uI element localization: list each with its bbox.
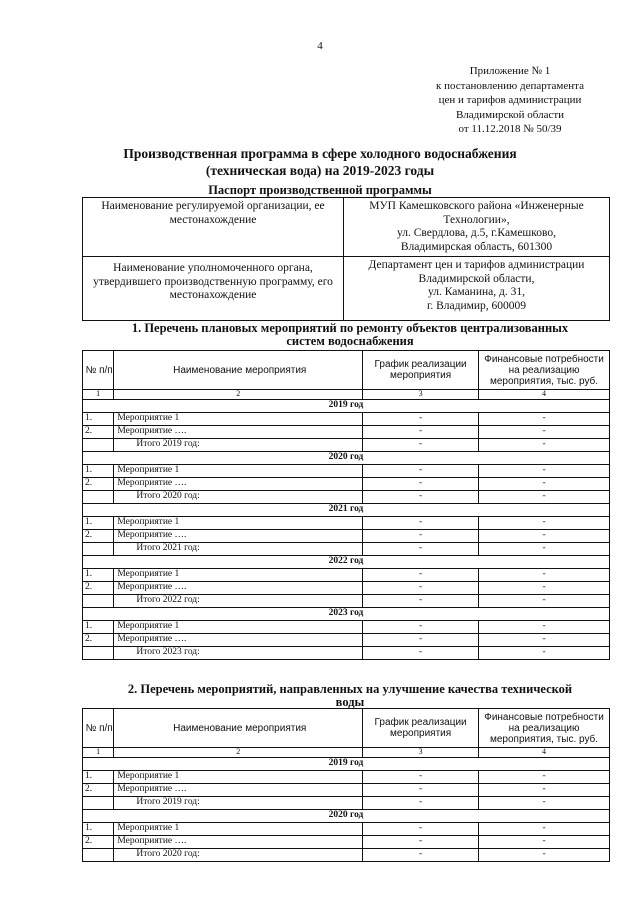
total-label: Итого 2020 год: — [114, 849, 363, 862]
passport-value — [344, 257, 610, 321]
schedule-value: - — [363, 836, 479, 849]
section-title-line: систем водоснабжения — [286, 334, 414, 348]
finance-value: - — [479, 439, 610, 452]
col-finance-header: Финансовые потребности на реализацию мероприятия, тыс. руб. — [479, 709, 610, 748]
schedule-value: - — [363, 413, 479, 426]
schedule-value: - — [363, 491, 479, 504]
col-name-header: Наименование мероприятия — [114, 709, 363, 748]
year-label: 2020 год — [83, 810, 610, 823]
column-number: 4 — [479, 748, 610, 758]
col-number-header: № п/п — [83, 709, 114, 748]
total-label: Итого 2019 год: — [114, 439, 363, 452]
table-row — [83, 823, 610, 836]
passport-row — [83, 198, 610, 257]
year-label: 2023 год — [83, 608, 610, 621]
total-row — [83, 543, 610, 556]
finance-value: - — [479, 491, 610, 504]
schedule-value: - — [363, 517, 479, 530]
table-row — [83, 771, 610, 784]
schedule-value: - — [363, 823, 479, 836]
page-number: 4 — [317, 40, 323, 52]
passport-value — [344, 198, 610, 257]
table-row — [83, 478, 610, 491]
appendix-line: цен и тарифов администрации — [438, 94, 582, 107]
finance-value: - — [479, 823, 610, 836]
event-name: Мероприятие …. — [114, 836, 363, 849]
schedule-value: - — [363, 543, 479, 556]
passport-value-line: Технологии», — [443, 213, 510, 226]
document-title — [40, 145, 600, 179]
title-line: (техническая вода) на 2019-2023 годы — [205, 163, 435, 178]
year-row — [83, 452, 610, 465]
row-number — [83, 849, 114, 862]
finance-value: - — [479, 836, 610, 849]
event-name: Мероприятие 1 — [114, 465, 363, 478]
column-number: 3 — [363, 748, 479, 758]
row-number: 1. — [83, 413, 114, 426]
year-row — [83, 504, 610, 517]
finance-value: - — [479, 634, 610, 647]
total-row — [83, 647, 610, 660]
event-name: Мероприятие 1 — [114, 517, 363, 530]
event-name: Мероприятие …. — [114, 478, 363, 491]
section1-title — [90, 322, 610, 348]
row-number — [83, 543, 114, 556]
row-number: 2. — [83, 530, 114, 543]
passport-row — [83, 257, 610, 321]
event-name: Мероприятие …. — [114, 634, 363, 647]
schedule-value: - — [363, 784, 479, 797]
total-label: Итого 2023 год: — [114, 647, 363, 660]
table-row — [83, 621, 610, 634]
year-row — [83, 758, 610, 771]
table-row — [83, 784, 610, 797]
schedule-value: - — [363, 426, 479, 439]
appendix-line: к постановлению департамента — [436, 79, 584, 92]
col-number-header: № п/п — [83, 351, 114, 390]
row-number: 2. — [83, 784, 114, 797]
finance-value: - — [479, 517, 610, 530]
finance-value: - — [479, 582, 610, 595]
row-number — [83, 491, 114, 504]
col-name-header: Наименование мероприятия — [114, 351, 363, 390]
table-header-row — [83, 709, 610, 748]
table-row — [83, 465, 610, 478]
year-label: 2019 год — [83, 400, 610, 413]
row-number — [83, 595, 114, 608]
passport-label: Наименование регулируемой организации, ее местонахождение — [83, 198, 344, 257]
passport-value-line: Департамент цен и тарифов администрации — [368, 259, 585, 271]
finance-value: - — [479, 849, 610, 862]
finance-value: - — [479, 647, 610, 660]
total-label: Итого 2020 год: — [114, 491, 363, 504]
row-number: 1. — [83, 569, 114, 582]
table-row — [83, 634, 610, 647]
finance-value: - — [479, 426, 610, 439]
finance-value: - — [479, 413, 610, 426]
section2-table — [82, 708, 610, 862]
table-row — [83, 517, 610, 530]
section-title-line: 1. Перечень плановых мероприятий по ремонту объектов централизованных — [131, 321, 569, 335]
year-row — [83, 556, 610, 569]
passport-value-line: МУП Камешковского района «Инженерные — [369, 200, 584, 212]
year-label: 2021 год — [83, 504, 610, 517]
table-row — [83, 582, 610, 595]
passport-table — [82, 197, 610, 321]
event-name: Мероприятие 1 — [114, 771, 363, 784]
passport-value-line: Владимирской области, — [418, 272, 535, 285]
table-row — [83, 426, 610, 439]
total-row — [83, 439, 610, 452]
year-label: 2019 год — [83, 758, 610, 771]
year-row — [83, 608, 610, 621]
row-number — [83, 647, 114, 660]
schedule-value: - — [363, 771, 479, 784]
col-schedule-header: График реализации мероприятия — [363, 709, 479, 748]
row-number — [83, 797, 114, 810]
schedule-value: - — [363, 849, 479, 862]
row-number: 1. — [83, 621, 114, 634]
section-title-line: 2. Перечень мероприятий, направленных на улучшение качества технической — [127, 682, 573, 696]
year-label: 2020 год — [83, 452, 610, 465]
total-row — [83, 797, 610, 810]
year-label: 2022 год — [83, 556, 610, 569]
column-numbers-row — [83, 390, 610, 400]
passport-title: Паспорт производственной программы — [208, 183, 432, 197]
column-number: 4 — [479, 390, 610, 400]
schedule-value: - — [363, 465, 479, 478]
schedule-value: - — [363, 595, 479, 608]
row-number: 2. — [83, 478, 114, 491]
schedule-value: - — [363, 530, 479, 543]
year-row — [83, 810, 610, 823]
finance-value: - — [479, 621, 610, 634]
passport-label: Наименование уполномоченного органа, утвердившего производственную программу, его местонахождение — [83, 257, 344, 321]
event-name: Мероприятие 1 — [114, 621, 363, 634]
finance-value: - — [479, 569, 610, 582]
table-header-row — [83, 351, 610, 390]
table-row — [83, 836, 610, 849]
section-title-line: воды — [335, 695, 365, 709]
schedule-value: - — [363, 621, 479, 634]
finance-value: - — [479, 784, 610, 797]
row-number: 2. — [83, 582, 114, 595]
section1-table — [82, 350, 610, 660]
schedule-value: - — [363, 797, 479, 810]
column-number: 3 — [363, 390, 479, 400]
event-name: Мероприятие …. — [114, 784, 363, 797]
schedule-value: - — [363, 569, 479, 582]
column-number: 1 — [83, 748, 114, 758]
total-label: Итого 2022 год: — [114, 595, 363, 608]
column-number: 2 — [114, 390, 363, 400]
event-name: Мероприятие 1 — [114, 413, 363, 426]
appendix-line: Владимирской области — [455, 108, 565, 121]
table-row — [83, 569, 610, 582]
column-number: 1 — [83, 390, 114, 400]
passport-value-line: ул. Свердлова, д.5, г.Камешково, — [396, 227, 557, 239]
finance-value: - — [479, 530, 610, 543]
row-number: 2. — [83, 634, 114, 647]
row-number: 1. — [83, 823, 114, 836]
appendix-line: от 11.12.2018 № 50/39 — [458, 123, 562, 136]
appendix-line: Приложение № 1 — [469, 65, 551, 77]
schedule-value: - — [363, 478, 479, 491]
appendix-block — [400, 64, 620, 137]
finance-value: - — [479, 465, 610, 478]
finance-value: - — [479, 595, 610, 608]
schedule-value: - — [363, 634, 479, 647]
passport-value-line: ул. Каманина, д. 31, — [428, 286, 525, 298]
passport-value-line: г. Владимир, 600009 — [426, 299, 527, 312]
finance-value: - — [479, 797, 610, 810]
row-number — [83, 439, 114, 452]
table-row — [83, 530, 610, 543]
col-finance-header: Финансовые потребности на реализацию мероприятия, тыс. руб. — [479, 351, 610, 390]
total-label: Итого 2021 год: — [114, 543, 363, 556]
column-numbers-row — [83, 748, 610, 758]
row-number: 1. — [83, 771, 114, 784]
finance-value: - — [479, 543, 610, 556]
row-number: 2. — [83, 836, 114, 849]
event-name: Мероприятие …. — [114, 530, 363, 543]
schedule-value: - — [363, 439, 479, 452]
event-name: Мероприятие …. — [114, 426, 363, 439]
schedule-value: - — [363, 582, 479, 595]
total-row — [83, 849, 610, 862]
row-number: 2. — [83, 426, 114, 439]
row-number: 1. — [83, 465, 114, 478]
event-name: Мероприятие 1 — [114, 569, 363, 582]
event-name: Мероприятие …. — [114, 582, 363, 595]
year-row — [83, 400, 610, 413]
title-line: Производственная программа в сфере холодного водоснабжения — [123, 146, 517, 161]
finance-value: - — [479, 478, 610, 491]
passport-value-line: Владимирская область, 601300 — [400, 240, 553, 253]
total-row — [83, 491, 610, 504]
finance-value: - — [479, 771, 610, 784]
total-row — [83, 595, 610, 608]
column-number: 2 — [114, 748, 363, 758]
schedule-value: - — [363, 647, 479, 660]
total-label: Итого 2019 год: — [114, 797, 363, 810]
table-row — [83, 413, 610, 426]
section2-title — [90, 683, 610, 709]
event-name: Мероприятие 1 — [114, 823, 363, 836]
col-schedule-header: График реализации мероприятия — [363, 351, 479, 390]
row-number: 1. — [83, 517, 114, 530]
